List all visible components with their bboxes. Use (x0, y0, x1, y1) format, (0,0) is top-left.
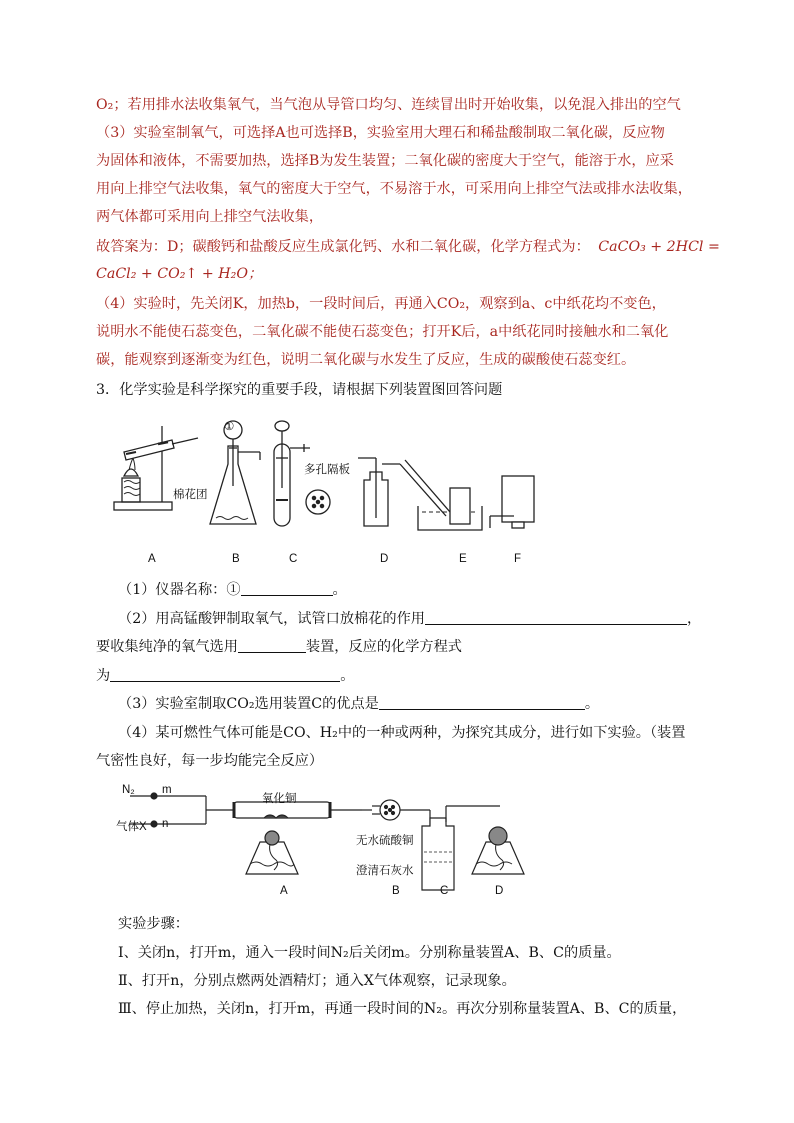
cotton-label: 棉花团 (173, 489, 208, 501)
answer-p4-line-1: （4）实验时，先关闭K，加热b，一段时间后，再通入CO₂，观察到a、c中纸花均不变色， (96, 296, 666, 312)
valve-n-label: n (162, 818, 169, 830)
limewater-label: 澄清石灰水 (356, 865, 414, 877)
q2b-text-2: 装置，反应的化学方程式 (305, 639, 462, 655)
valve-m-label: m (162, 784, 172, 796)
porous-plate-label: 多孔隔板 (304, 464, 350, 476)
copper-sulfate-label: 无水硫酸铜 (356, 835, 414, 847)
answer-blank-2a[interactable] (425, 609, 687, 625)
question-3-2a: （2）用高锰酸钾制取氧气，试管口放棉花的作用 ， (118, 611, 702, 627)
step-2: Ⅱ、打开n，分别点燃两处酒精灯；通入X气体观察，记录现象。 (118, 973, 516, 989)
question-3-2b (96, 637, 462, 657)
question-3-1: （1）仪器名称：① 。 (118, 582, 347, 598)
figure1-label-e: E (459, 553, 467, 565)
copper-oxide-label: 氧化铜 (262, 793, 297, 805)
answer-p3-line-1: （3）实验室制氧气，可选择A也可选择B，实验室用大理石和稀盐酸制取二氧化碳，反应物 (96, 125, 665, 141)
answer-conclusion (96, 237, 720, 257)
equation-part-1: CaCO₃ + 2HCl = (598, 239, 720, 255)
apparatus-figure-1 (110, 418, 540, 546)
gas-x-label: 气体X (116, 821, 147, 833)
figure2-label-b: B (392, 885, 400, 897)
question-3-2c: 为 。 (96, 668, 355, 684)
figure1-label-a: A (148, 553, 156, 565)
answer-p4-line-2: 说明水不能使石蕊变色，二氧化碳不能使石蕊变色；打开K后，a中纸花同时接触水和二氧化 (96, 324, 669, 340)
figure2-label-c: C (440, 885, 449, 897)
question-3-3: （3）实验室制取CO₂选用装置C的优点是 。 (118, 696, 600, 712)
q2b-text: 要收集纯净的氧气选用 (96, 639, 238, 655)
answer-p4-line-3: 碳，能观察到逐渐变为红色，说明二氧化碳与水发生了反应，生成的碳酸使石蕊变红。 (96, 352, 636, 368)
answer-line-1: O₂；若用排水法收集氧气，当气泡从导管口均匀、连续冒出时开始收集，以免混入排出的空气 (96, 97, 681, 113)
apparatus-figure-2 (110, 782, 530, 900)
circle-1-label: ① (224, 421, 235, 433)
question-3-4-line-2: 气密性良好，每一步均能完全反应） (96, 753, 324, 769)
answer-blank-3[interactable] (379, 694, 585, 710)
answer-p3-line-2: 为固体和液体，不需要加热，选择B为发生装置；二氧化碳的密度大于空气，能溶于水，应采 (96, 153, 674, 169)
step-3: Ⅲ、停止加热，关闭n，打开m，再通一段时间的N₂。再次分别称量装置A、B、C的质量， (118, 1001, 687, 1017)
q1-text: （1）仪器名称：① (118, 582, 241, 598)
steps-title: 实验步骤： (118, 916, 189, 932)
answer-blank-1[interactable] (241, 580, 333, 596)
figure1-label-c: C (289, 553, 298, 565)
answer-blank-2b[interactable] (238, 637, 306, 653)
q3-text: （3）实验室制取CO₂选用装置C的优点是 (118, 696, 379, 712)
figure1-label-d: D (380, 553, 389, 565)
q2a-text: （2）用高锰酸钾制取氧气，试管口放棉花的作用 (118, 611, 425, 627)
q2c-text: 为 (96, 668, 111, 684)
answer-p3-line-4: 两气体都可采用向上排空气法收集， (96, 209, 324, 225)
figure1-label-b: B (232, 553, 240, 565)
answer-prefix: 故答案为：D；碳酸钙和盐酸反应生成氯化钙、水和二氧化碳，化学方程式为： (96, 239, 590, 255)
n2-label: N₂ (122, 784, 135, 796)
answer-blank-2c[interactable] (110, 666, 340, 682)
step-1: Ⅰ、关闭n，打开m，通入一段时间N₂后关闭m。分别称量装置A、B、C的质量。 (118, 945, 621, 961)
question-3-4-line-1: （4）某可燃性气体可能是CO、H₂中的一种或两种，为探究其成分，进行如下实验。（装置 (118, 725, 686, 741)
answer-p3-line-3: 用向上排空气法收集，氧气的密度大于空气，不易溶于水，可采用向上排空气法或排水法收集， (96, 181, 692, 197)
figure1-label-f: F (514, 553, 522, 565)
figure2-label-d: D (495, 885, 504, 897)
question-3-stem: 3．化学实验是科学探究的重要手段，请根据下列装置图回答问题 (96, 382, 503, 398)
equation-part-2: CaCl₂ + CO₂↑ + H₂O； (96, 266, 263, 282)
figure2-label-a: A (280, 885, 288, 897)
